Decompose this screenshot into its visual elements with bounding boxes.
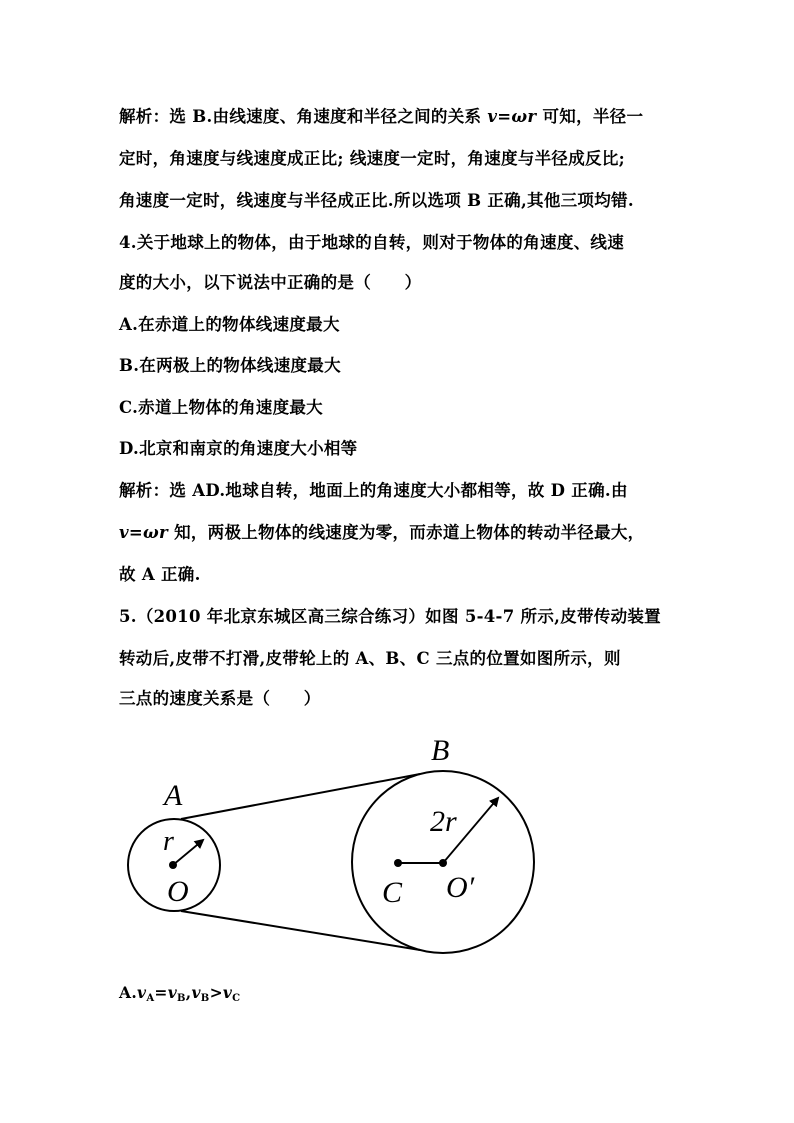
question-5-option-a: $A.v_A=v_B,v_B>v_C$ [119,983,241,1004]
belt-pulley-figure [120,725,560,965]
formula-v-omega-r: v=ωr [119,523,169,542]
formula-v-omega-r: v=ωr [487,107,537,126]
label-a: A [164,779,183,812]
question-4-option-a: A.在赤道上的物体线速度最大 [119,315,340,334]
label-c: C [382,876,403,909]
analysis-1-line-1: 解析：选 B.由线速度、角速度和半径之间的关系 v=ωr 可知，半径一 [119,107,644,126]
question-4-line-2: 度的大小，以下说法中正确的是（ ） [119,273,422,292]
label-2r: 2r [430,805,457,838]
label-b: B [431,734,450,767]
label-r: r [163,826,174,857]
question-5-line-2: 转动后,皮带不打滑,皮带轮上的 A、B、C 三点的位置如图所示，则 [119,649,621,668]
question-4-option-b: B.在两极上的物体线速度最大 [119,356,341,375]
question-4-line-1: 4.关于地球上的物体，由于地球的自转，则对于物体的角速度、线速 [119,233,625,252]
label-o-prime: O′ [446,871,475,904]
analysis-2-line-2: v=ωr 知，两极上物体的线速度为零，而赤道上物体的转动半径最大， [119,523,645,542]
analysis-1-line-3: 角速度一定时，线速度与半径成正比.所以选项 B 正确,其他三项均错. [119,191,634,210]
analysis-2-line-1: 解析：选 AD.地球自转，地面上的角速度大小都相等，故 D 正确.由 [119,481,628,500]
label-o: O [167,875,189,908]
analysis-1-line-2: 定时，角速度与线速度成正比; 线速度一定时，角速度与半径成反比; [119,149,626,168]
analysis-2-line-3: 故 A 正确. [119,565,201,584]
question-4-option-d: D.北京和南京的角速度大小相等 [119,439,358,458]
radius-r-arrow [173,840,203,865]
question-5-line-1: 5.（2010 年北京东城区高三综合练习）如图 5-4-7 所示,皮带传动装置 [119,607,661,626]
question-4-option-c: C.赤道上物体的角速度最大 [119,398,323,417]
question-5-line-3: 三点的速度关系是（ ） [119,689,321,708]
belt-top [181,774,420,819]
